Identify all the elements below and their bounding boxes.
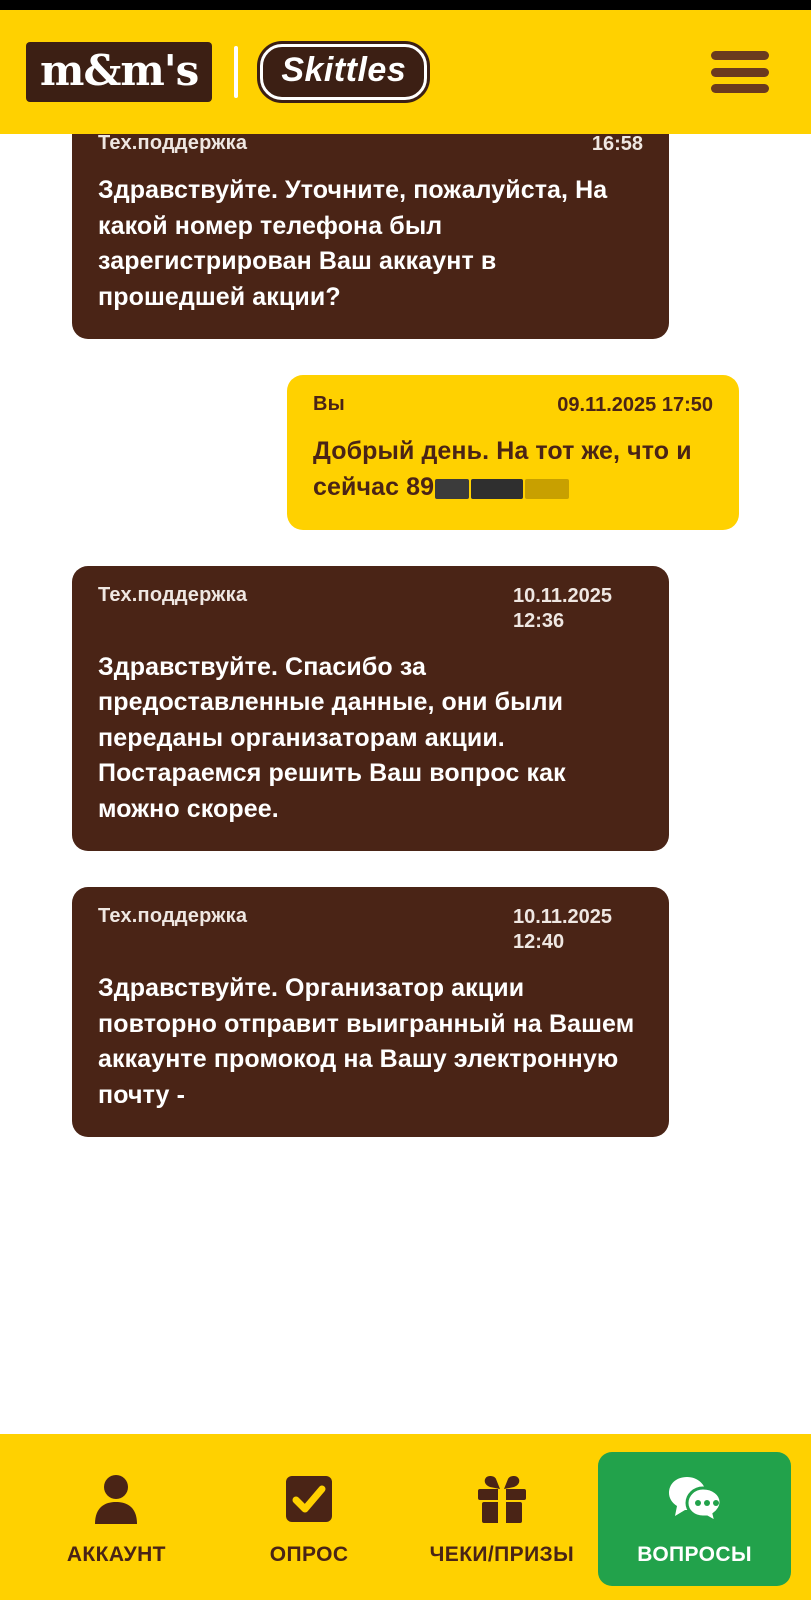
message-text-visible: Добрый день. На тот же, что и сейчас 89: [313, 437, 692, 501]
message-sender: Вы: [313, 393, 345, 415]
message-header: [313, 393, 713, 418]
app-header: [0, 10, 811, 134]
nav-label: ЧЕКИ/ПРИЗЫ: [429, 1543, 575, 1566]
message-text: Здравствуйте. Уточните, пожалуйста, На какой номер телефона был зарегистрирован Ваш аккаунт в прошедшей акции?: [98, 176, 608, 311]
nav-item-receipts-prizes[interactable]: [406, 1452, 599, 1586]
skittles-logo-text: Skittles: [281, 51, 407, 90]
chat-message-support: [72, 566, 669, 852]
chat-message-user: [287, 375, 739, 530]
nav-label: ВОПРОСЫ: [637, 1543, 752, 1566]
brand-logos: [26, 42, 427, 102]
status-bar: [0, 0, 811, 10]
redacted-phone-number: [434, 470, 570, 506]
message-sender: Тех.поддержка: [98, 134, 248, 154]
chat-message-support: [72, 134, 669, 339]
skittles-logo[interactable]: [260, 44, 427, 100]
nav-item-questions[interactable]: [598, 1452, 791, 1586]
mms-logo-text: m&m's: [40, 46, 199, 95]
checkbox-icon: [281, 1471, 337, 1527]
nav-item-survey[interactable]: [213, 1452, 406, 1586]
message-header: [98, 584, 643, 634]
bottom-navigation-bar: [0, 1434, 811, 1600]
gift-icon: [474, 1471, 530, 1527]
message-timestamp: 10.11.2025 12:36: [513, 584, 612, 632]
message-text: Здравствуйте. Организатор акции повторно отправит выигранный на Вашем аккаунте промокод на Вашу электронную почту -: [98, 974, 635, 1109]
message-header: [98, 134, 643, 157]
message-sender: Тех.поддержка: [98, 583, 248, 606]
message-timestamp: 10.11.2025 12:40: [513, 906, 612, 954]
logo-divider: [234, 46, 238, 98]
chat-message-list[interactable]: [0, 134, 811, 1434]
hamburger-menu-icon[interactable]: [711, 51, 769, 93]
nav-item-account[interactable]: [20, 1452, 213, 1586]
nav-label: ОПРОС: [269, 1543, 349, 1566]
message-text: Здравствуйте. Спасибо за предоставленные данные, они были переданы организаторам акции. Постараемся решить Ваш вопрос как можно скорее.: [98, 652, 566, 823]
message-text: [313, 434, 713, 506]
chat-bubble-icon: [667, 1471, 723, 1527]
user-icon: [88, 1471, 144, 1527]
chat-message-support: [72, 887, 669, 1137]
message-timestamp: 09.11.2025 17:50: [557, 394, 713, 416]
message-timestamp: 16:58: [591, 134, 643, 155]
mms-logo[interactable]: [26, 42, 212, 102]
message-sender: Тех.поддержка: [98, 905, 248, 928]
nav-label: АККАУНТ: [66, 1543, 166, 1566]
message-header: [98, 905, 643, 955]
